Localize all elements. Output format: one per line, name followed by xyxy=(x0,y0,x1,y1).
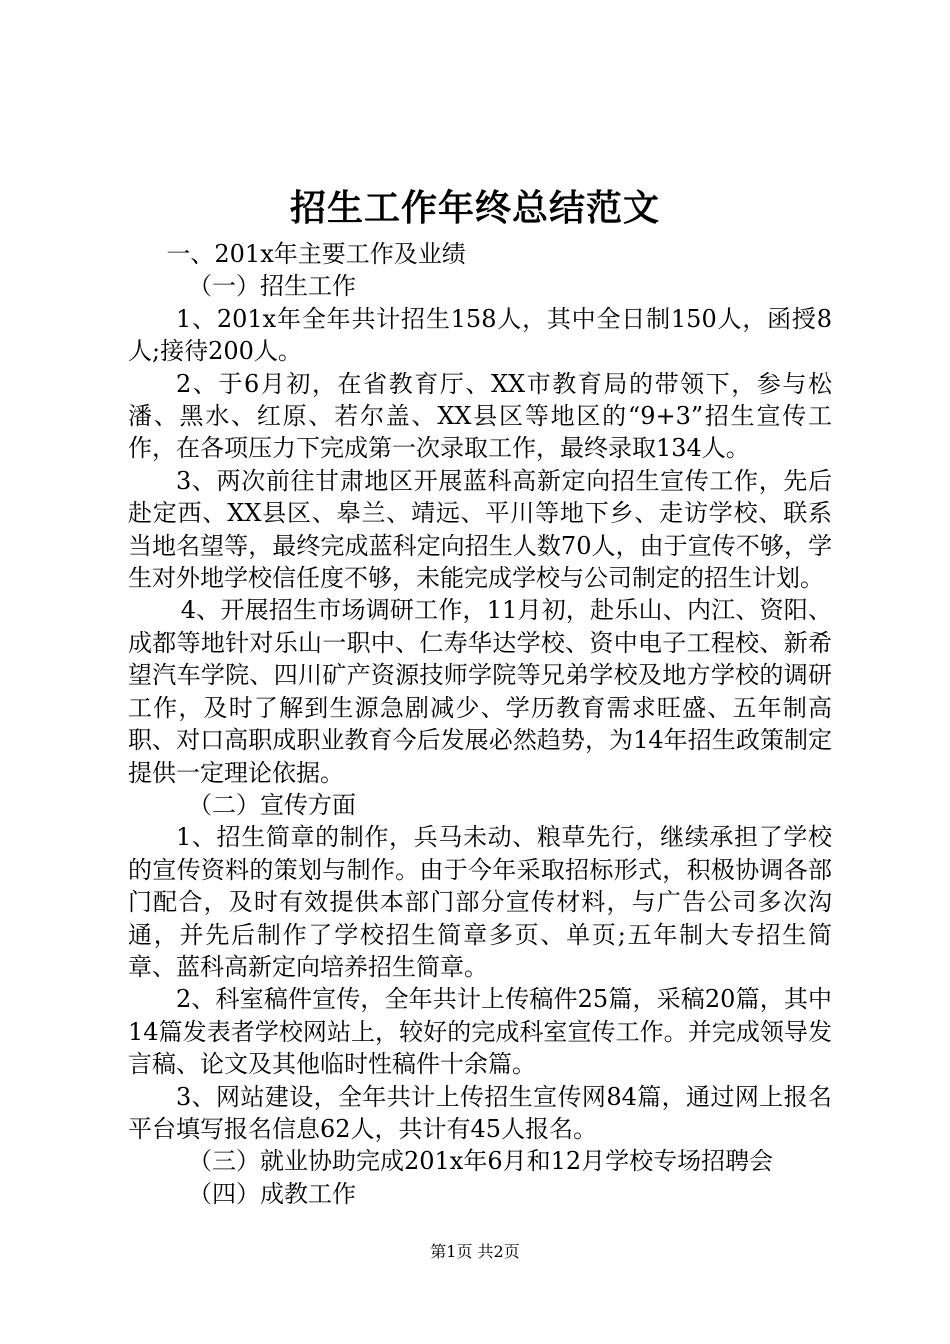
document-body xyxy=(128,238,832,1210)
paragraph: 1、201x年全年共计招生158人，其中全日制150人，函授8人;接待200人。 xyxy=(128,304,832,366)
section-heading: 一、201x年主要工作及业绩 xyxy=(166,240,466,268)
paragraph: 3、网站建设，全年共计上传招生宣传网84篇，通过网上报名平台填写报名信息62人，共计有45人报名。 xyxy=(128,1082,832,1143)
subsection-heading: （一）招生工作 xyxy=(188,272,356,301)
subsection-heading: （二）宣传方面 xyxy=(188,790,356,819)
document-title: 招生工作年终总结范文 xyxy=(289,187,660,229)
paragraph: 3、两次前往甘肃地区开展蓝科高新定向招生宣传工作，先后赴定西、XX县区、皋兰、靖远、平川等地下乡、走访学校、联系当地名望等，最终完成蓝科定向招生人数70人，由于宣传不够，学生对外地学校信任度不够，未能完成学校与公司制定的招生计划。 xyxy=(128,466,832,593)
page-footer: 第1页 共2页 xyxy=(430,1242,520,1261)
paragraph: 1、招生简章的制作，兵马未动、粮草先行，继续承担了学校的宣传资料的策划与制作。由于今年采取招标形式，积极协调各部门配合，及时有效提供本部门部分宣传材料，与广告公司多次沟通，并先后制作了学校招生简章多页、单页;五年制大专招生简章、蓝科高新定向培养招生简章。 xyxy=(128,823,832,981)
subsection-heading: （三）就业协助完成201x年6月和12月学校专场招聘会 xyxy=(188,1147,774,1176)
paragraph: 2、科室稿件宣传，全年共计上传稿件25篇，采稿20篇，其中14篇发表者学校网站上，较好的完成科室宣传工作。并完成领导发言稿、论文及其他临时性稿件十余篇。 xyxy=(128,985,832,1079)
paragraph: 4、开展招生市场调研工作，11月初，赴乐山、内江、资阳、成都等地针对乐山一职中、仁寿华达学校、资中电子工程校、新希望汽车学院、四川矿产资源技师学院等兄弟学校及地方学校的调研工作，及时了解到生源急剧减少、学历教育需求旺盛、五年制高职、对口高职成职业教育今后发展必然趋势，为14年招生政策制定提供一定理论依据。 xyxy=(128,596,832,787)
paragraph: 2、于6月初，在省教育厅、XX市教育局的带领下，参与松潘、黑水、红原、若尔盖、XX县区等地区的“9+3”招生宣传工作，在各项压力下完成第一次录取工作，最终录取134人。 xyxy=(128,369,832,463)
subsection-heading: （四）成教工作 xyxy=(188,1179,356,1208)
